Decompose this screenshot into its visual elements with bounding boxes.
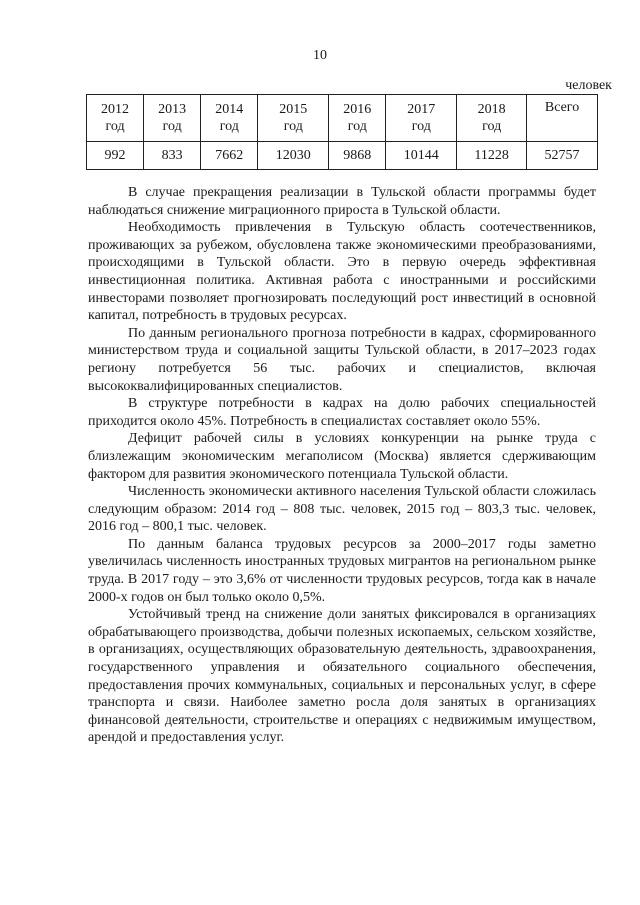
table-header-row bbox=[87, 95, 598, 142]
header-year: 2015 bbox=[279, 102, 308, 117]
header-cell-total bbox=[527, 95, 598, 142]
header-unit: год bbox=[347, 119, 367, 134]
header-cell bbox=[329, 95, 386, 142]
table-cell: 12030 bbox=[258, 142, 329, 170]
paragraph: В случае прекращения реализации в Тульской области программы будет наблюдаться снижение миграционного прироста в Тульской области. bbox=[88, 185, 596, 218]
paragraph: Дефицит рабочей силы в условиях конкуренции на рынке труда с близлежащим экономическим мегаполисом (Москва) является сдерживающим фактором для развития экономического потенциала Тульской области. bbox=[88, 431, 596, 482]
table-cell: 10144 bbox=[386, 142, 457, 170]
header-year: 2013 bbox=[158, 102, 187, 117]
header-cell bbox=[201, 95, 258, 142]
page-number: 10 bbox=[313, 48, 327, 63]
header-unit: год bbox=[162, 119, 182, 134]
migration-table bbox=[86, 94, 598, 170]
table-cell: 9868 bbox=[329, 142, 386, 170]
paragraph: Численность экономически активного населения Тульской области сложилась следующим образом: 2014 год – 808 тыс. человек, 2015 год – 803,3 тыс. человек, 2016 год – 800,1 тыс. человек. bbox=[88, 484, 596, 535]
header-year: 2012 bbox=[101, 102, 130, 117]
header-unit: год bbox=[219, 119, 239, 134]
header-cell bbox=[386, 95, 457, 142]
body-text bbox=[88, 184, 596, 747]
header-year: 2017 bbox=[407, 102, 436, 117]
header-unit: год bbox=[105, 119, 125, 134]
header-cell bbox=[258, 95, 329, 142]
header-cell bbox=[457, 95, 527, 142]
table-cell: 7662 bbox=[201, 142, 258, 170]
paragraph: По данным баланса трудовых ресурсов за 2000–2017 годы заметно увеличилась численность иностранных трудовых мигрантов на региональном рынке труда. В 2017 году – это 3,6% от численности трудовых ресурсов, тогда как в начале 2000-х годов он был только около 0,5%. bbox=[88, 536, 596, 605]
table-cell: 833 bbox=[144, 142, 201, 170]
header-year: 2014 bbox=[215, 102, 244, 117]
table-row bbox=[87, 142, 598, 170]
paragraph: Необходимость привлечения в Тульскую область соотечественников, проживающих за рубежом, обусловлена также экономическими преобразованиями, происходящими в Тульской области. Это в первую очередь эффективная инвестиционная политика. Активная работа с иностранными и российскими инвесторами позволяет прогнозировать последующий рост инвестиций в основной капитал, потребность в трудовых ресурсах. bbox=[88, 220, 596, 324]
paragraph: Устойчивый тренд на снижение доли занятых фиксировался в организациях обрабатывающего производства, добычи полезных ископаемых, сельском хозяйстве, в организациях, осуществляющих образовательную деятельность, здравоохранения, государственного управления и обязательного социального обеспечения, предоставления прочих коммунальных, социальных и персональных услуг, в сфере транспорта и связи. Наиболее заметно росла доля занятых в организациях финансовой деятельности, строительстве и операциях с недвижимым имуществом, арендой и предоставления услуг. bbox=[88, 607, 596, 746]
paragraph: По данным регионального прогноза потребности в кадрах, сформированного министерством труда и социальной защиты Тульской области, в 2017–2023 годах региону потребуется 56 тыс. рабочих и специалистов, включая высококвалифицированных специалистов. bbox=[88, 325, 596, 394]
header-unit: год bbox=[411, 119, 431, 134]
header-unit: год bbox=[283, 119, 303, 134]
header-cell bbox=[144, 95, 201, 142]
table-cell: 11228 bbox=[457, 142, 527, 170]
paragraph: В структуре потребности в кадрах на долю рабочих специальностей приходится около 45%. Потребность в специалистах составляет около 55%. bbox=[88, 396, 596, 429]
header-unit: год bbox=[482, 119, 502, 134]
table-unit-label: человек bbox=[565, 78, 612, 93]
header-year: 2018 bbox=[477, 102, 506, 117]
table-cell-total: 52757 bbox=[527, 142, 598, 170]
header-year: 2016 bbox=[343, 102, 372, 117]
table-cell: 992 bbox=[87, 142, 144, 170]
header-total: Всего bbox=[544, 100, 580, 115]
header-cell bbox=[87, 95, 144, 142]
